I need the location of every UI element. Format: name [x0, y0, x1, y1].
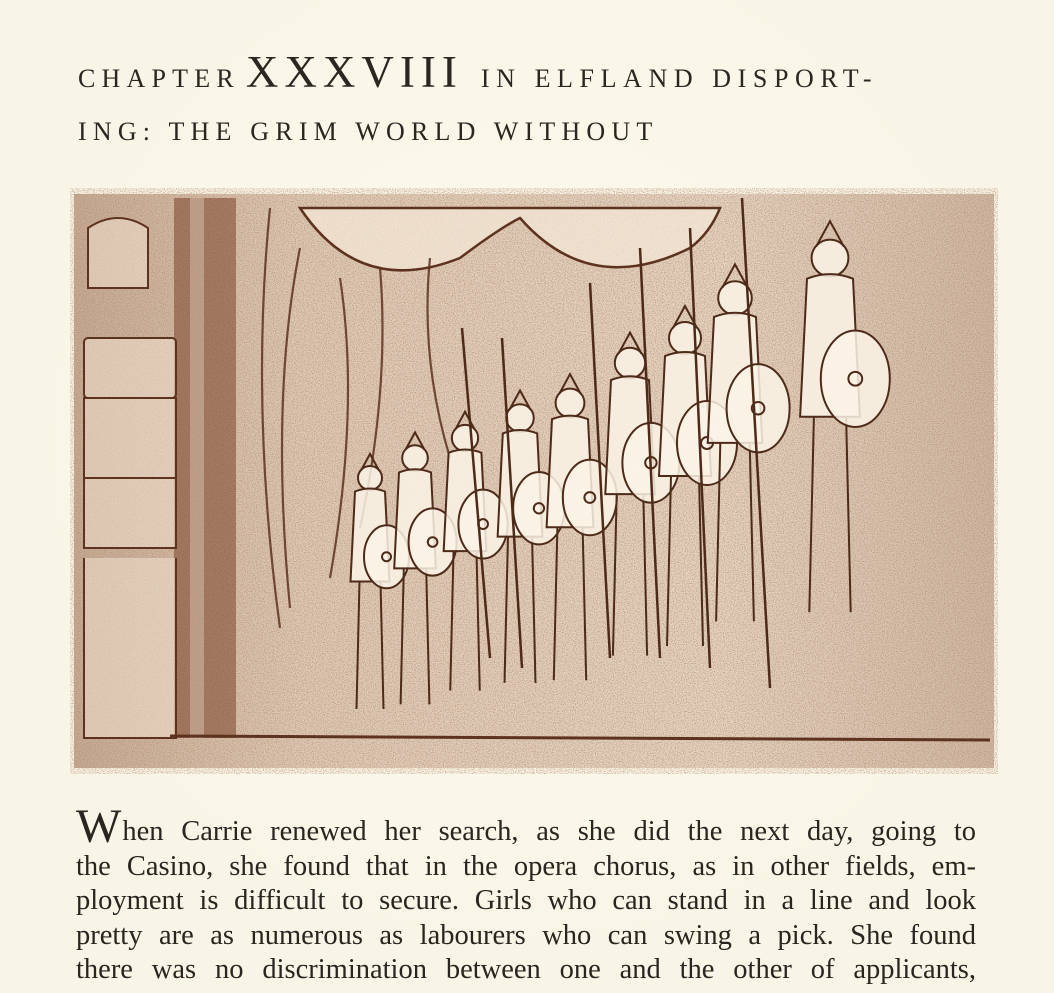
chapter-heading-line-2: [78, 117, 658, 147]
chapter-title-part-1: IN ELFLAND DISPORT-: [480, 64, 879, 93]
body-line-5: there was no discrimination between one and the other of applicants,: [76, 954, 976, 985]
chapter-heading-line-1: [78, 46, 978, 98]
body-line-3: ployment is difficult to secure. Girls who can stand in a line and look: [76, 885, 976, 916]
body-line-4: pretty are as numerous as labourers who can swing a pick. She found: [76, 919, 976, 951]
drop-cap: W: [76, 800, 122, 853]
chapter-label: CHAPTER: [78, 64, 240, 93]
body-line-2: the Casino, she found that in the opera chorus, as in other fields, em-: [76, 850, 976, 882]
body-line-1: When Carrie renewed her search, as she did the next day, going to: [76, 800, 976, 853]
body-paragraph: [76, 800, 976, 988]
chapter-title-part-2: ING: THE GRIM WORLD WITHOUT: [78, 117, 659, 146]
chapter-number: XXXVIII: [245, 47, 463, 97]
stage-chorus-illustration-icon: [70, 188, 998, 774]
